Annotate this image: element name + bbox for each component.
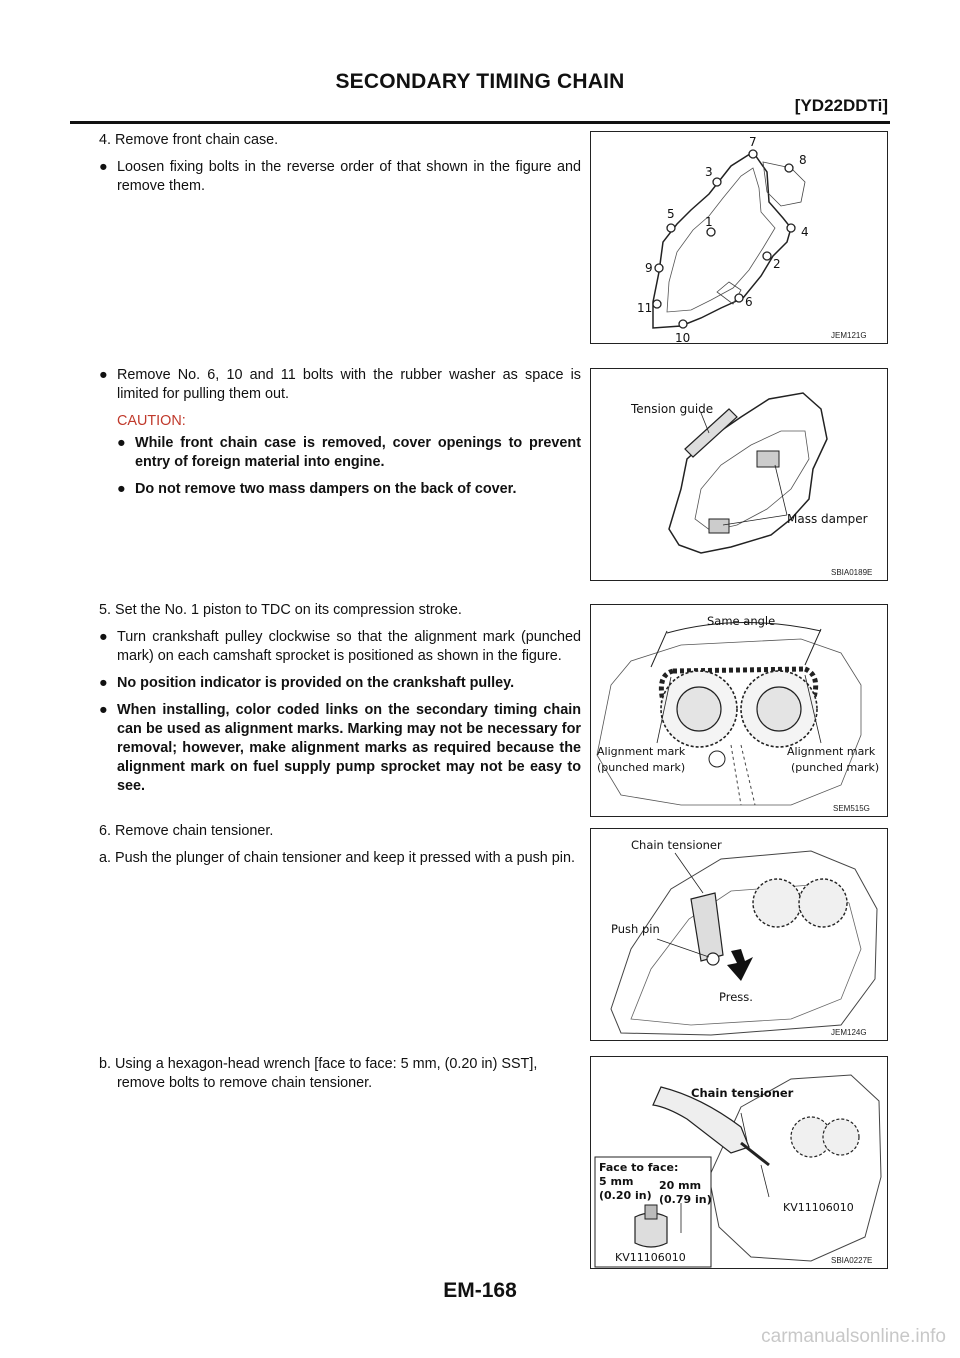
label-0-20in: (0.20 in) xyxy=(599,1189,652,1202)
bullet-icon: ● xyxy=(99,675,108,691)
label-20mm: 20 mm xyxy=(659,1179,702,1192)
label-punched-mark-right: (punched mark) xyxy=(791,761,880,774)
section-5 xyxy=(99,601,581,804)
caution-item xyxy=(117,480,581,499)
bullet-text: Loosen fixing bolts in the reverse order of that shown in the figure and remove them. xyxy=(117,159,581,194)
bullet-item xyxy=(99,366,581,404)
caution-text: Do not remove two mass dampers on the back of cover. xyxy=(135,481,517,497)
label-chain-tensioner: Chain tensioner xyxy=(631,838,722,852)
page-title: SECONDARY TIMING CHAIN xyxy=(335,70,625,93)
bullet-text: Remove No. 6, 10 and 11 bolts with the rubber washer as space is limited for pulling them out. xyxy=(117,367,581,402)
figure-code: SBIA0189E xyxy=(831,568,873,577)
bolt-number: 6 xyxy=(745,295,753,309)
caution-item xyxy=(117,434,581,472)
section-6 xyxy=(99,822,581,876)
label-tool-number: KV11106010 xyxy=(615,1251,686,1264)
bolt-number: 8 xyxy=(799,153,807,167)
bolt-number: 5 xyxy=(667,207,675,221)
bullet-icon: ● xyxy=(99,702,108,718)
caution-label: CAUTION: xyxy=(117,413,186,429)
step-6b: b. Using a hexagon-head wrench [face to face: 5 mm, (0.20 in) SST], remove bolts to remove chain tensioner. xyxy=(99,1056,538,1091)
bullet-icon: ● xyxy=(117,435,126,451)
figure-hex-wrench xyxy=(590,1056,888,1269)
figure-alignment-marks xyxy=(590,604,888,817)
label-punched-mark-left: (punched mark) xyxy=(597,761,686,774)
label-5mm: 5 mm xyxy=(599,1175,634,1188)
chain-tensioner-drawing xyxy=(591,829,887,1040)
bolt-number: 2 xyxy=(773,257,781,271)
label-tension-guide: Tension guide xyxy=(631,402,714,416)
step-4-heading: 4. Remove front chain case. xyxy=(99,132,279,148)
bullet-icon: ● xyxy=(99,367,108,383)
bolt-number: 7 xyxy=(749,135,757,149)
label-alignment-mark-left: Alignment mark xyxy=(597,745,686,758)
figure-code: JEM124G xyxy=(831,1028,867,1037)
figure-mass-damper xyxy=(590,368,888,581)
bullet-icon: ● xyxy=(99,629,108,645)
figure-bolt-order xyxy=(590,131,888,344)
label-0-79in: (0.79 in) xyxy=(659,1193,712,1206)
chain-case-back-drawing xyxy=(591,369,887,580)
section-4 xyxy=(99,131,581,204)
bullet-text: When installing, color coded links on the secondary timing chain can be used as alignment marks. Marking may not be necessary for removal; however, make alignment marks as required because the alignment mark on fuel supply pump sprocket may not be easy to see. xyxy=(117,702,581,794)
figure-code: JEM121G xyxy=(831,331,867,340)
bolt-number: 1 xyxy=(705,215,713,229)
label-same-angle: Same angle xyxy=(707,614,776,628)
label-mass-damper: Mass damper xyxy=(787,512,868,526)
step-6a: a. Push the plunger of chain tensioner and keep it pressed with a push pin. xyxy=(99,850,576,866)
bullet-text: No position indicator is provided on the crankshaft pulley. xyxy=(117,675,515,691)
bullet-item xyxy=(99,628,581,666)
label-alignment-mark-right: Alignment mark xyxy=(787,745,876,758)
bolt-number: 11 xyxy=(637,301,653,315)
header-rule xyxy=(70,121,890,124)
bullet-text: Turn crankshaft pulley clockwise so that the alignment mark (punched mark) on each camshaft sprocket is positioned as shown in the figure. xyxy=(117,629,581,664)
front-chain-case-drawing xyxy=(591,132,887,343)
step-6-heading: 6. Remove chain tensioner. xyxy=(99,823,274,839)
figure-push-pin xyxy=(590,828,888,1041)
engine-code: [YD22DDTi] xyxy=(794,96,888,115)
bullet-item xyxy=(99,701,581,796)
bullet-item xyxy=(99,158,581,196)
bolt-number: 10 xyxy=(675,331,691,343)
page-number: EM-168 xyxy=(443,1279,517,1302)
section-6b xyxy=(99,1055,581,1101)
figure-code: SBIA0227E xyxy=(831,1256,873,1265)
label-press: Press. xyxy=(719,990,753,1004)
camshaft-sprocket-drawing xyxy=(591,605,887,816)
label-tool-number: KV11106010 xyxy=(783,1201,854,1214)
watermark: carmanualsonline.info xyxy=(761,1326,946,1347)
bolt-number: 9 xyxy=(645,261,653,275)
label-chain-tensioner: Chain tensioner xyxy=(691,1086,794,1100)
caution-text: While front chain case is removed, cover openings to prevent entry of foreign material into engine. xyxy=(135,435,581,470)
bolt-number: 3 xyxy=(705,165,713,179)
figure-code: SEM515G xyxy=(833,804,870,813)
bullet-icon: ● xyxy=(99,159,108,175)
label-face-to-face: Face to face: xyxy=(599,1161,679,1174)
hex-wrench-drawing xyxy=(591,1057,887,1268)
step-5-heading: 5. Set the No. 1 piston to TDC on its compression stroke. xyxy=(99,602,462,618)
bullet-icon: ● xyxy=(117,481,126,497)
section-4-cont xyxy=(99,366,581,507)
bullet-item xyxy=(99,674,581,693)
label-push-pin: Push pin xyxy=(611,922,660,936)
bolt-number: 4 xyxy=(801,225,809,239)
